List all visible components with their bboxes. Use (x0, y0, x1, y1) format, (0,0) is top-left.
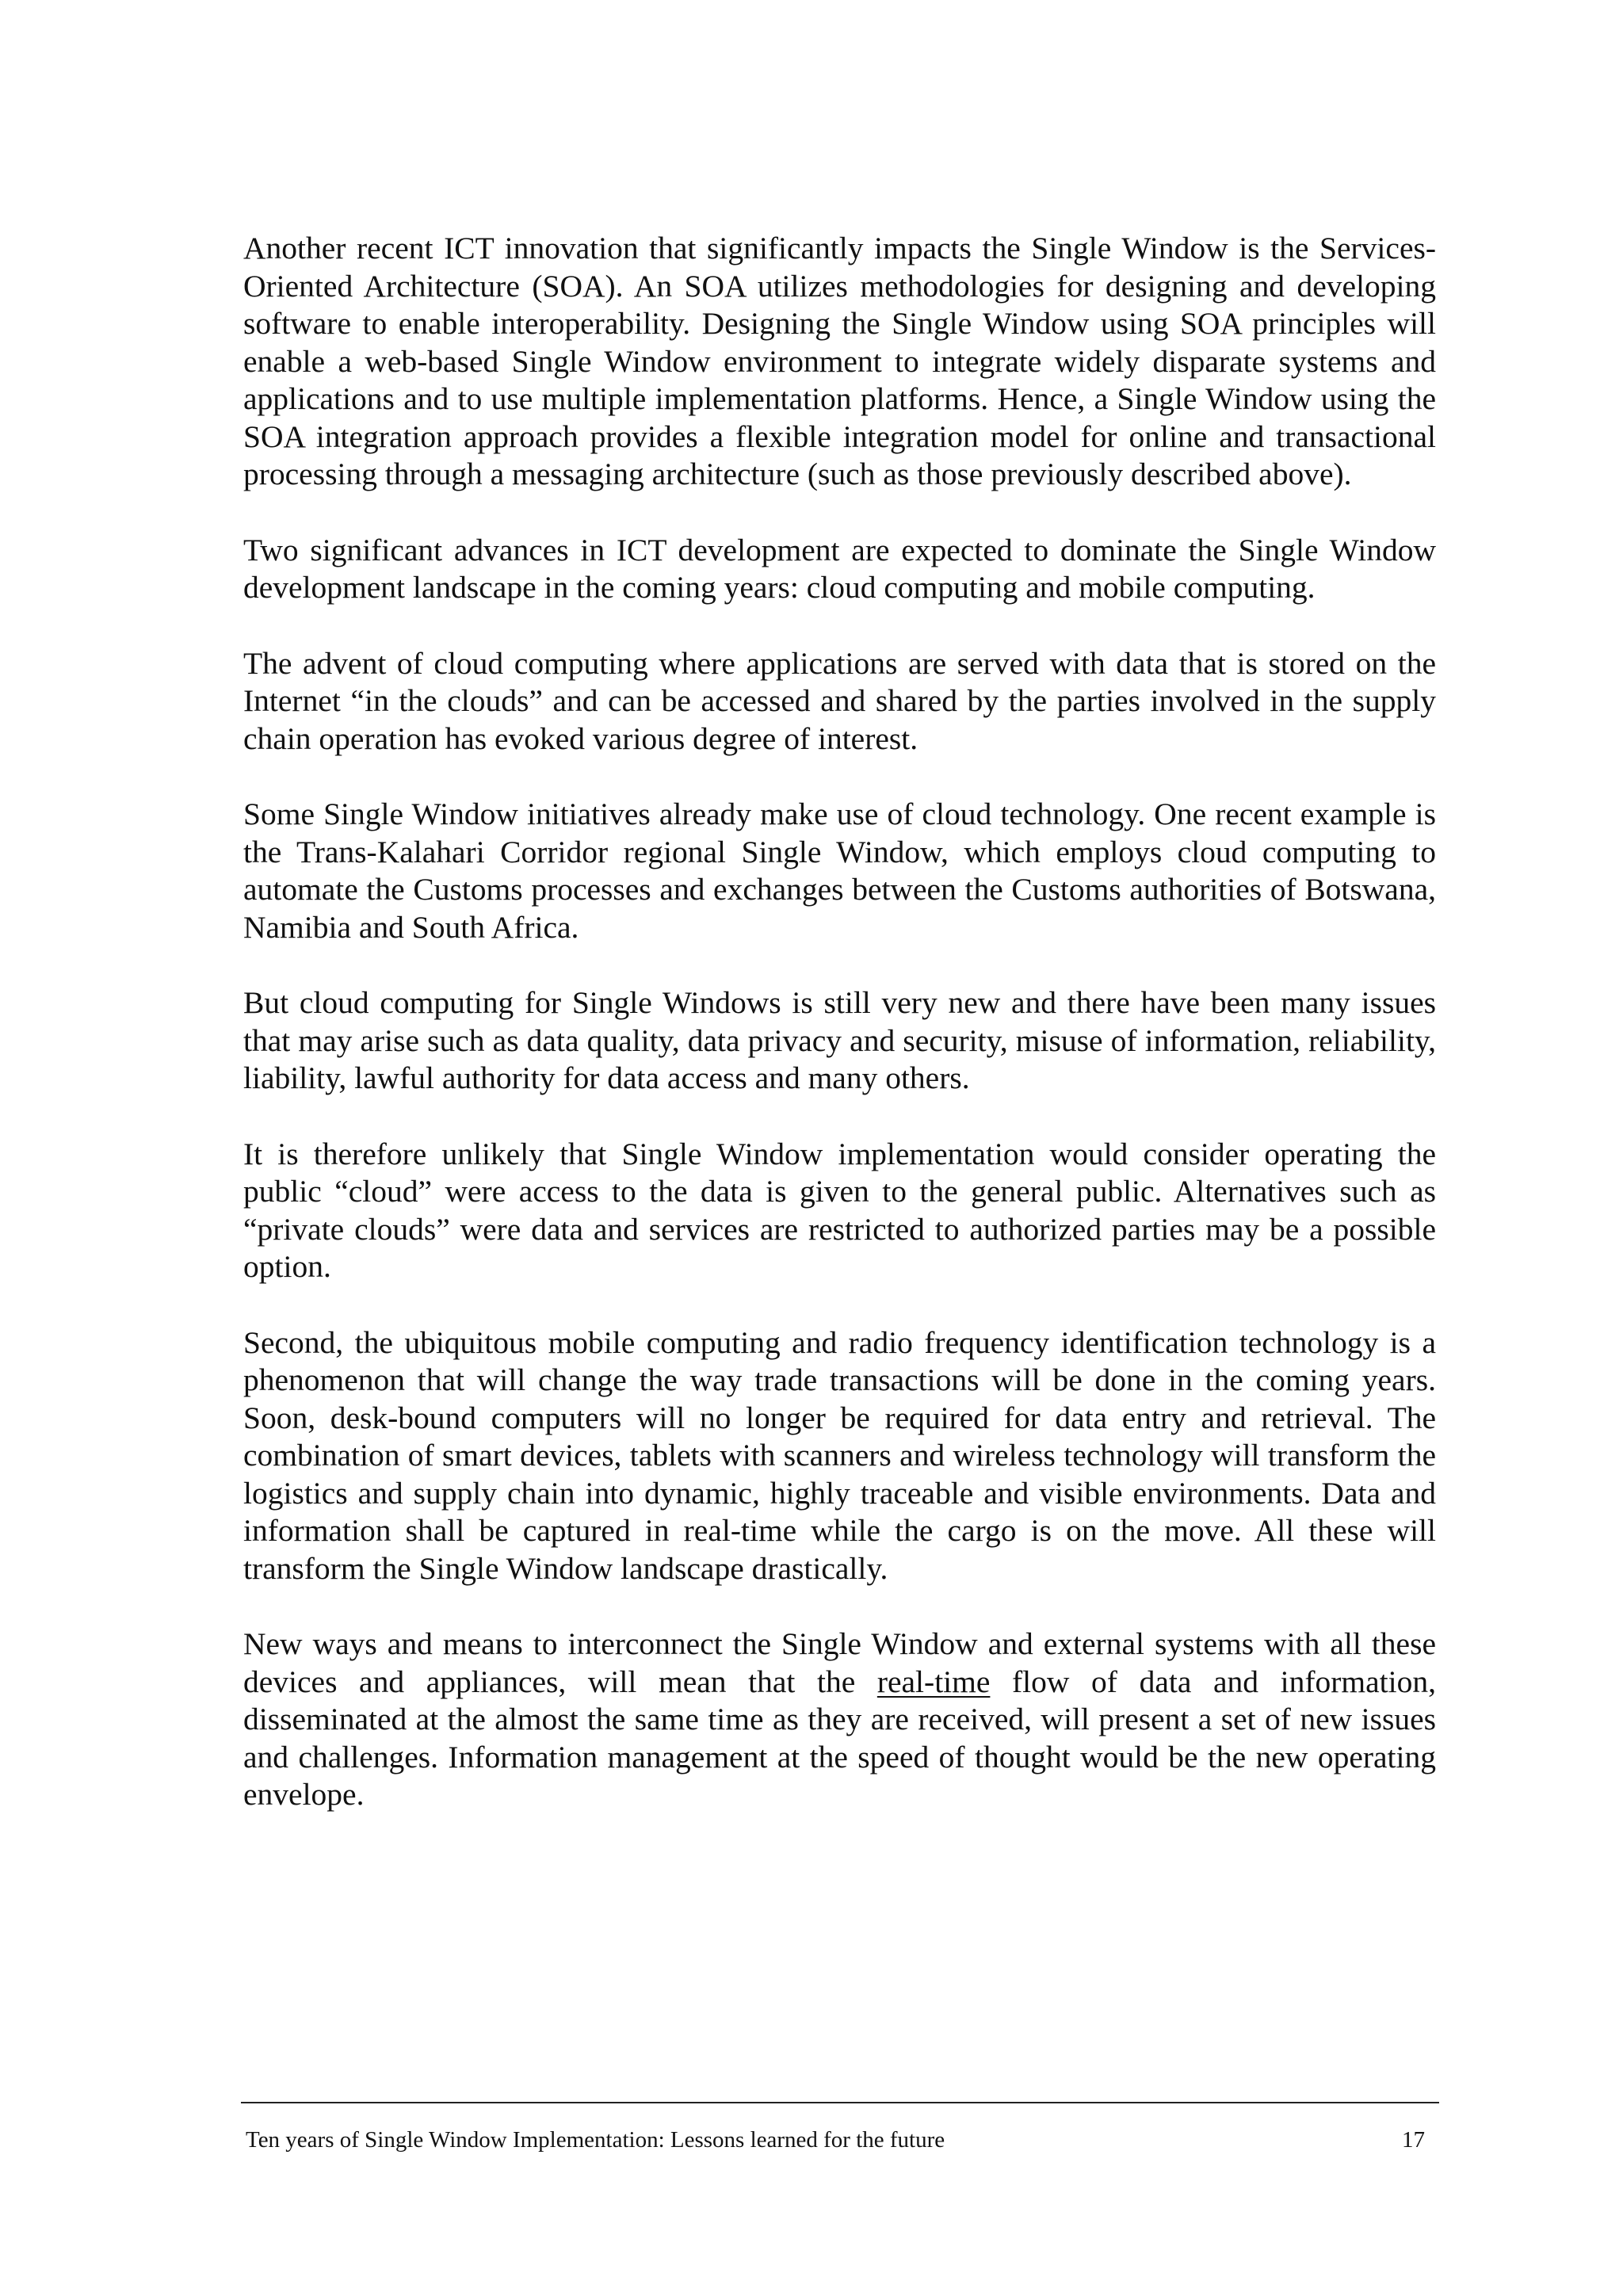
paragraph-ict-advances: Two significant advances in ICT development are expected to dominate the Single Window development landscape in the coming years: cloud computing and mobile computing. (243, 532, 1436, 605)
paragraph-cloud-issues: But cloud computing for Single Windows is still very new and there have been many issues that may arise such as data quality, data privacy and security, misuse of information, reliability, liability, lawful authority for data access and many others. (243, 985, 1436, 1095)
paragraph-real-time-start: New ways and means to interconnect the Single Window and external systems with all these devices and appliances, will mean that the (243, 1626, 1436, 1699)
underlined-term: real-time (876, 1664, 991, 1699)
body-text (243, 230, 1436, 1852)
page-number: 17 (1402, 2127, 1425, 2153)
paragraph-soa: Another recent ICT innovation that significantly impacts the Single Window is the Services-Oriented Architecture (SOA). An SOA utilizes methodologies for designing and developing software to enable interoperability. Designing the Single Window using SOA principles will enable a web-based Single Window environment to integrate widely disparate systems and applications and to use multiple implementation platforms. Hence, a Single Window using the SOA integration approach provides a flexible integration model for online and transactional processing through a messaging architecture (such as those previously described above). (243, 231, 1436, 491)
footer-divider (241, 2102, 1439, 2103)
paragraph-cloud-advent: The advent of cloud computing where applications are served with data that is stored on the Internet “in the clouds” and can be accessed and shared by the parties involved in the supply chain operation has evoked various degree of interest. (243, 645, 1436, 756)
paragraph-real-time-end: flow of data and information, disseminated at the almost the same time as they are received, will present a set of new issues and challenges. Information management at the speed of thought would be the new operating envelope. (243, 1664, 1436, 1812)
footer-title: Ten years of Single Window Implementation: Lessons learned for the future (246, 2127, 945, 2153)
paragraph-cloud-initiatives: Some Single Window initiatives already make use of cloud technology. One recent example is the Trans-Kalahari Corridor regional Single Window, which employs cloud computing to automate the Customs processes and exchanges between the Customs authorities of Botswana, Namibia and South Africa. (243, 797, 1436, 945)
paragraph-mobile-computing: Second, the ubiquitous mobile computing and radio frequency identification technology is a phenomenon that will change the way trade transactions will be done in the coming years. Soon, desk-bound computers will no longer be required for data entry and retrieval. The combination of smart devices, tablets with scanners and wireless technology will transform the logistics and supply chain into dynamic, highly traceable and visible environments. Data and information shall be captured in real-time while the cargo is on the move. All these will transform the Single Window landscape drastically. (243, 1324, 1436, 1586)
paragraph-private-clouds: It is therefore unlikely that Single Window implementation would consider operating the public “cloud” were access to the data is given to the general public. Alternatives such as “private clouds” were data and services are restricted to authorized parties may be a possible option. (243, 1136, 1436, 1284)
paragraph-real-time (243, 1626, 1436, 1814)
